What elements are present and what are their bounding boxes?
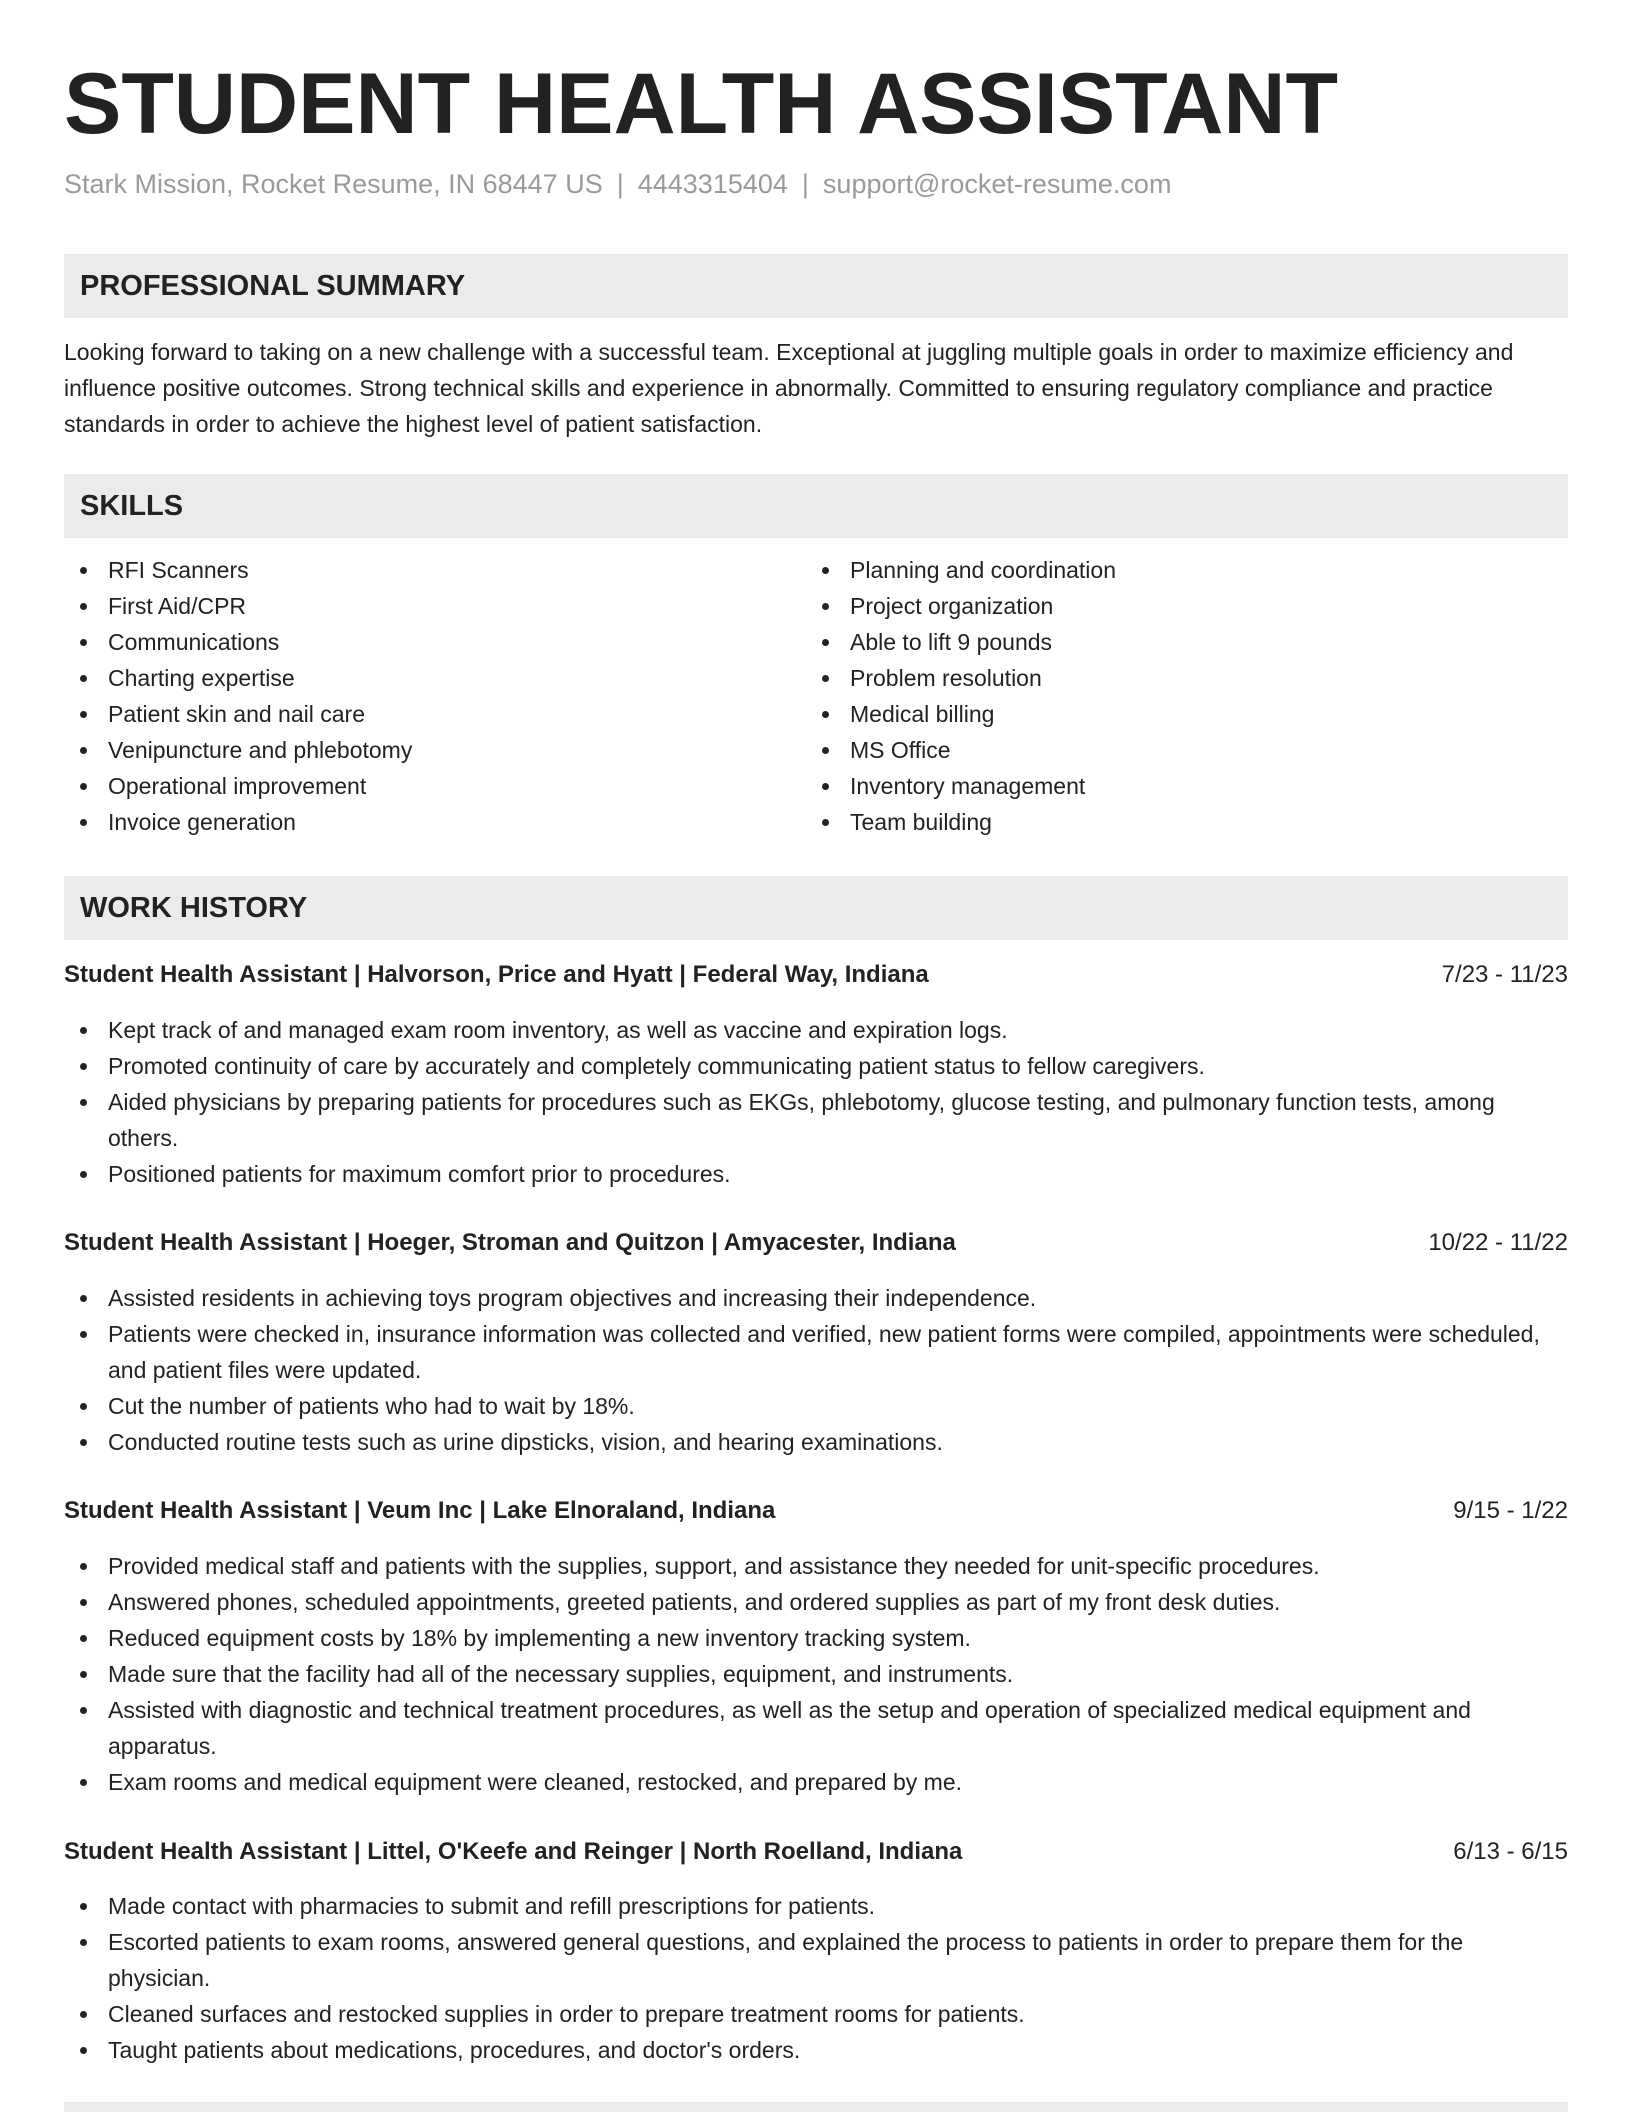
job-title: Student Health Assistant | Veum Inc | Lake Elnoraland, Indiana — [64, 1497, 776, 1524]
skill-item: Venipuncture and phlebotomy — [64, 732, 764, 768]
work-heading: WORK HISTORY — [80, 892, 308, 924]
skill-item: Patient skin and nail care — [64, 696, 764, 732]
skill-item: Inventory management — [806, 768, 1506, 804]
contact-phone: 4443315404 — [637, 169, 788, 199]
job-header — [64, 1493, 1568, 1529]
skill-item: Medical billing — [806, 696, 1506, 732]
skill-item: Planning and coordination — [806, 552, 1506, 588]
skill-item: Communications — [64, 624, 764, 660]
contact-address: Stark Mission, Rocket Resume, IN 68447 US — [64, 169, 603, 199]
job-bullets — [64, 1280, 1568, 1460]
summary-section-header — [64, 254, 1568, 318]
skills-section-header — [64, 474, 1568, 538]
job-bullet: Made sure that the facility had all of the necessary supplies, equipment, and instruments. — [64, 1656, 1568, 1692]
job-dates: 9/15 - 1/22 — [1453, 1497, 1568, 1524]
job-header — [64, 1225, 1568, 1261]
job-bullet: Patients were checked in, insurance information was collected and verified, new patient forms were compiled, appointments were scheduled, and patient files were updated. — [64, 1316, 1568, 1388]
contact-separator: | — [801, 169, 809, 199]
job-dates: 6/13 - 6/15 — [1453, 1838, 1568, 1865]
resume-name: STUDENT HEALTH ASSISTANT — [64, 56, 1339, 152]
job-bullet: Exam rooms and medical equipment were cleaned, restocked, and prepared by me. — [64, 1764, 1568, 1800]
job-bullets — [64, 1548, 1568, 1800]
contact-email: support@rocket-resume.com — [822, 169, 1172, 199]
job-bullet: Reduced equipment costs by 18% by implementing a new inventory tracking system. — [64, 1620, 1568, 1656]
job-bullet: Aided physicians by preparing patients for procedures such as EKGs, phlebotomy, glucose testing, and pulmonary function tests, among others. — [64, 1084, 1568, 1156]
work-section-header — [64, 876, 1568, 940]
job-title: Student Health Assistant | Hoeger, Stroman and Quitzon | Amyacester, Indiana — [64, 1229, 956, 1256]
job-bullet: Cut the number of patients who had to wait by 18%. — [64, 1388, 1568, 1424]
skill-item: Charting expertise — [64, 660, 764, 696]
job-bullets — [64, 1012, 1568, 1192]
contact-separator: | — [616, 169, 624, 199]
job-bullet: Provided medical staff and patients with the supplies, support, and assistance they needed for unit-specific procedures. — [64, 1548, 1568, 1584]
skills-list-right — [806, 552, 1506, 840]
job-bullet: Promoted continuity of care by accurately and completely communicating patient status to fellow caregivers. — [64, 1048, 1568, 1084]
job-bullet: Assisted with diagnostic and technical treatment procedures, as well as the setup and operation of specialized medical equipment and apparatus. — [64, 1692, 1568, 1764]
skill-item: RFI Scanners — [64, 552, 764, 588]
skill-item: MS Office — [806, 732, 1506, 768]
contact-line — [64, 166, 1171, 202]
summary-text: Looking forward to taking on a new challenge with a successful team. Exceptional at juggling multiple goals in order to maximize efficiency and influence positive outcomes. Strong technical skills and experience in abnormally. Committed to ensuring regulatory compliance and practice standards in order to achieve the highest level of patient satisfaction. — [64, 339, 1514, 437]
job-bullet: Assisted residents in achieving toys program objectives and increasing their independence. — [64, 1280, 1568, 1316]
next-section-header — [64, 2102, 1568, 2112]
job-bullet: Taught patients about medications, procedures, and doctor's orders. — [64, 2032, 1568, 2068]
skill-item: Able to lift 9 pounds — [806, 624, 1506, 660]
skill-item: Invoice generation — [64, 804, 764, 840]
job-title: Student Health Assistant | Halvorson, Price and Hyatt | Federal Way, Indiana — [64, 961, 929, 988]
job-header — [64, 957, 1568, 993]
job-dates: 7/23 - 11/23 — [1441, 961, 1568, 988]
job-bullet: Conducted routine tests such as urine dipsticks, vision, and hearing examinations. — [64, 1424, 1568, 1460]
job-bullet: Made contact with pharmacies to submit and refill prescriptions for patients. — [64, 1888, 1568, 1924]
skill-item: Operational improvement — [64, 768, 764, 804]
skill-item: First Aid/CPR — [64, 588, 764, 624]
skill-item: Team building — [806, 804, 1506, 840]
summary-heading: PROFESSIONAL SUMMARY — [80, 270, 466, 302]
job-bullet: Cleaned surfaces and restocked supplies in order to prepare treatment rooms for patients. — [64, 1996, 1568, 2032]
job-title: Student Health Assistant | Littel, O'Keefe and Reinger | North Roelland, Indiana — [64, 1838, 963, 1865]
job-bullets — [64, 1888, 1568, 2068]
job-bullet: Positioned patients for maximum comfort prior to procedures. — [64, 1156, 1568, 1192]
job-header — [64, 1834, 1568, 1870]
skills-heading: SKILLS — [80, 490, 184, 522]
job-dates: 10/22 - 11/22 — [1428, 1229, 1568, 1256]
skills-list-left — [64, 552, 764, 840]
job-bullet: Answered phones, scheduled appointments, greeted patients, and ordered supplies as part of my front desk duties. — [64, 1584, 1568, 1620]
job-bullet: Escorted patients to exam rooms, answered general questions, and explained the process to patients in order to prepare them for the physician. — [64, 1924, 1568, 1996]
skill-item: Project organization — [806, 588, 1506, 624]
skill-item: Problem resolution — [806, 660, 1506, 696]
job-bullet: Kept track of and managed exam room inventory, as well as vaccine and expiration logs. — [64, 1012, 1568, 1048]
